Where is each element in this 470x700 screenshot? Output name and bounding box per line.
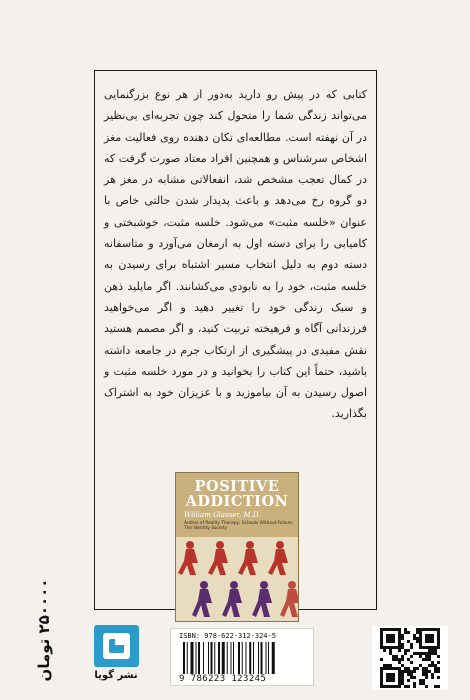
publisher-logo-icon [94,625,139,667]
thumbnail-author: William Glasser, M.D. [184,511,261,519]
isbn-text: ISBN: 978-622-312-324-5 [179,632,276,640]
cover-thumbnail [175,472,299,622]
ean-digits: 9 786223 123245 [179,674,267,684]
back-cover-blurb: کتابی که در پیش رو دارید به‌دور از هر نوع بزرگنمایی می‌تواند زندگی شما را متحول کند چون تجربه‌ای بی‌نظیر در آن نهفته است. مطالعه‌ای تکان دهنده روی فعالیت مغز اشخاص سرشناس و همچنین افراد معتاد صورت گرفت که در کمال تعجب مشخص شد، انفعالاتی مشابه در مغز هر دو گروه رخ می‌دهد و باعث پدیدار شدن حالتی خاص با عنوان «خلسه مثبت» می‌شود. خلسه مثبت، خوشبختی و کامیابی را برای دسته اول به ارمغان می‌آورد و متاسفانه دسته دوم به دلیل انتخاب مسیر اشتباه برای رسیدن به خلسه مثبت، خود را به نابودی می‌کشانند. اگر مایلید ذهن و سبک زندگی خود را تغییر دهید و اگر می‌خواهید فرزندانی آگاه و فرهیخته تربیت کنید، و اگر مصمم هستید نقش مفیدی در پیشگیری از ارتکاب جرم در جامعه داشته باشید، حتماً این کتاب را بخوانید و در مورد خلسه مثبت و اصول رسیدن به آن بیاموزید و با عزیزان خود به اشتراک بگذارید. [104,88,367,421]
price-text: ۲۵۰۰۰۰ تومان [35,578,53,682]
publisher-logo [94,625,139,667]
barcode [170,628,314,686]
publisher-name: نشر گویا [94,670,138,681]
thumbnail-title-line2: ADDICTION [185,493,289,510]
thumbnail-subtitle: Author of Reality Therapy, Schools Without Failure, The Identity Society [184,521,294,531]
thumbnail-title [176,479,298,509]
barcode-bars [183,642,303,674]
running-figures-illustration [176,537,299,622]
qr-code [372,626,448,690]
thumbnail-title-line1: POSITIVE [194,478,280,495]
price-label [14,575,74,685]
